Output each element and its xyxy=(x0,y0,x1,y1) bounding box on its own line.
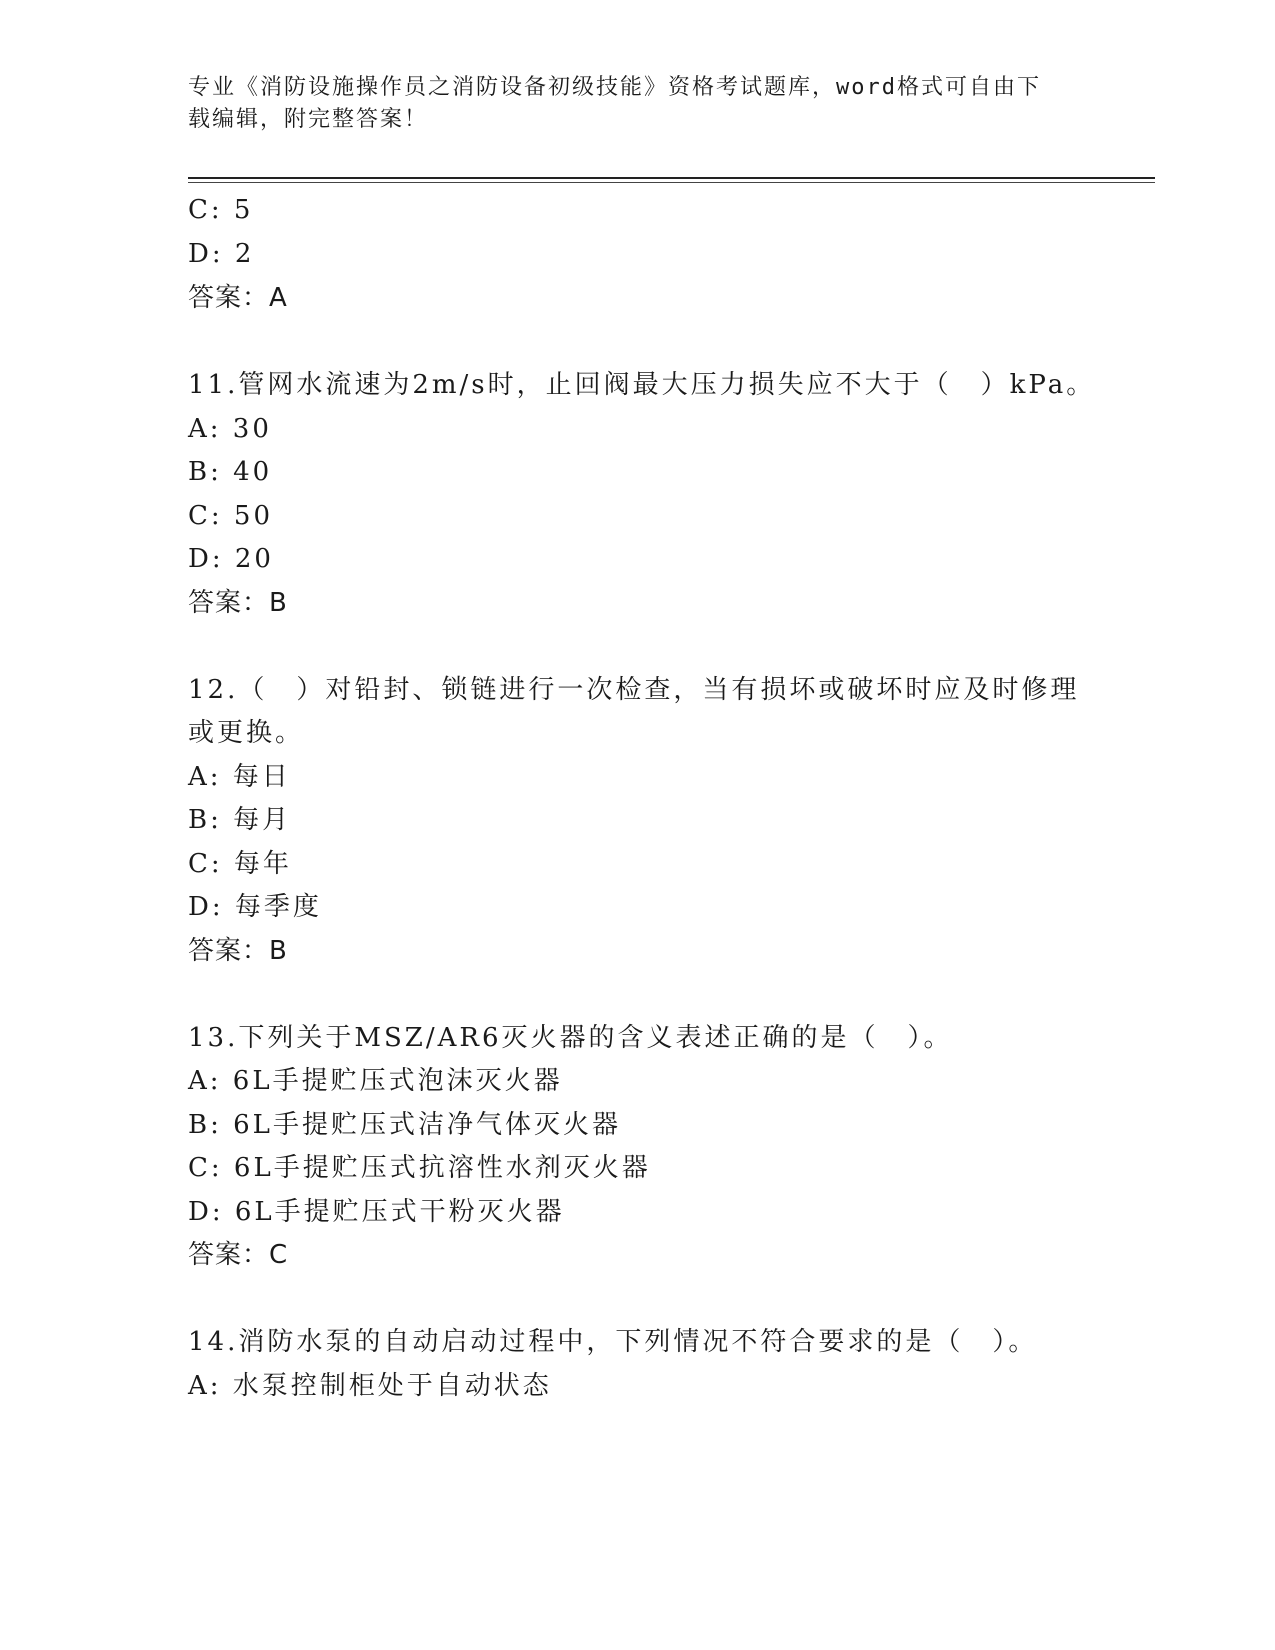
option-d: D: 6L手提贮压式干粉灭火器 xyxy=(188,1197,565,1227)
answer-value: C xyxy=(269,1240,289,1270)
answer-label: 答案： xyxy=(188,588,270,618)
option-b: B: 40 xyxy=(188,457,273,487)
answer-label: 答案： xyxy=(188,283,270,313)
option-c: C: 每年 xyxy=(188,849,292,879)
header-line-2: 载编辑，附完整答案！ xyxy=(188,107,429,132)
option-c: C: 50 xyxy=(188,501,274,531)
answer-line xyxy=(188,281,288,315)
question-13-stem: 13.下列关于MSZ/AR6灭火器的含义表述正确的是（ ）。 xyxy=(188,1023,953,1053)
option-d: D: 20 xyxy=(188,544,274,574)
header-line-1: 专业《消防设施操作员之消防设备初级技能》资格考试题库，word格式可自由下 xyxy=(188,75,1041,100)
question-12-stem-cont: 或更换。 xyxy=(188,718,305,748)
answer-label: 答案： xyxy=(188,1240,270,1270)
option-d: D: 每季度 xyxy=(188,892,322,922)
option-a: A: 每日 xyxy=(188,762,291,792)
answer-label: 答案： xyxy=(188,936,270,966)
answer-line xyxy=(188,934,288,968)
option-a: A: 水泵控制柜处于自动状态 xyxy=(188,1371,552,1401)
option-c: C: 5 xyxy=(188,195,254,225)
option-d: D: 2 xyxy=(188,239,255,269)
answer-line xyxy=(188,586,288,620)
answer-value: A xyxy=(269,283,288,313)
answer-value: B xyxy=(269,936,288,966)
option-a: A: 30 xyxy=(188,414,272,444)
page-header xyxy=(188,72,1088,136)
header-rule-thin xyxy=(188,182,1155,183)
option-b: B: 每月 xyxy=(188,805,292,835)
option-c: C: 6L手提贮压式抗溶性水剂灭火器 xyxy=(188,1153,651,1183)
question-11-stem: 11.管网水流速为2m/s时，止回阀最大压力损失应不大于（ ）kPa。 xyxy=(188,370,1096,400)
answer-value: B xyxy=(269,588,288,618)
option-b: B: 6L手提贮压式洁净气体灭火器 xyxy=(188,1110,621,1140)
question-12-stem: 12.（ ）对铅封、锁链进行一次检查，当有损坏或破坏时应及时修理 xyxy=(188,675,1080,705)
option-a: A: 6L手提贮压式泡沫灭火器 xyxy=(188,1066,563,1096)
header-rule-thick xyxy=(188,177,1155,179)
question-14-stem: 14.消防水泵的自动启动过程中，下列情况不符合要求的是（ ）。 xyxy=(188,1327,1038,1357)
answer-line xyxy=(188,1238,288,1272)
